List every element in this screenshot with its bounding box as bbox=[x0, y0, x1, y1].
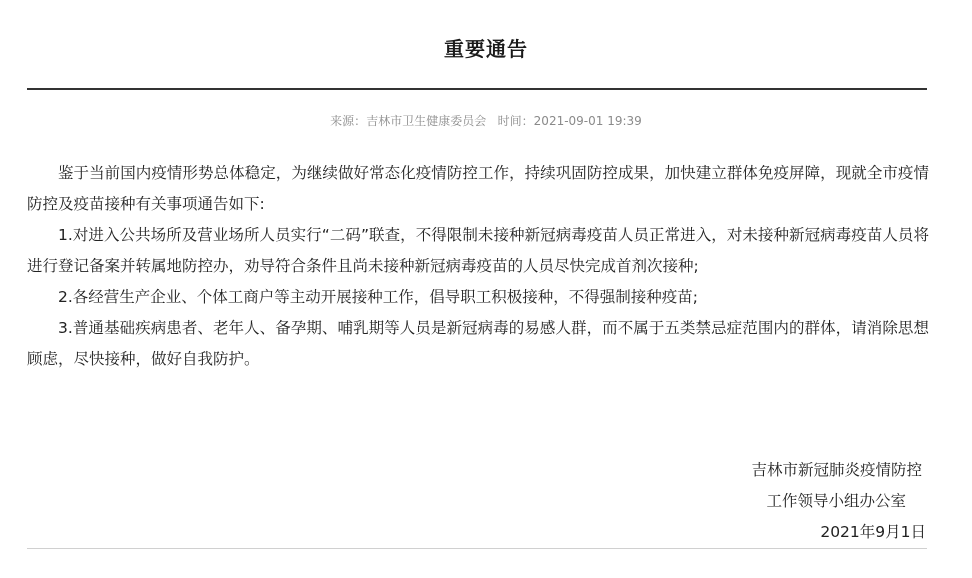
article-meta bbox=[0, 112, 972, 129]
page-title: 重要通告 bbox=[444, 37, 528, 61]
article-body bbox=[27, 158, 929, 375]
signature-org-line-2: 工作领导小组办公室 bbox=[766, 492, 906, 510]
item-paragraph-3: 3.普通基础疾病患者、老年人、备孕期、哺乳期等人员是新冠病毒的易感人群，而不属于五类禁忌症范围内的群体，请消除思想顾虑，尽快接种，做好自我防护。 bbox=[27, 319, 929, 368]
source-name: 吉林市卫生健康委员会 bbox=[366, 114, 487, 128]
publish-time: 2021-09-01 19:39 bbox=[533, 114, 642, 128]
intro-paragraph: 鉴于当前国内疫情形势总体稳定，为继续做好常态化疫情防控工作，持续巩固防控成果，加快建立群体免疫屏障，现就全市疫情防控及疫苗接种有关事项通告如下: bbox=[27, 164, 929, 213]
signature-date: 2021年9月1日 bbox=[820, 523, 926, 541]
item-paragraph-1: 1.对进入公共场所及营业场所人员实行“二码”联查，不得限制未接种新冠病毒疫苗人员正常进入，对未接种新冠病毒疫苗人员将进行登记备案并转属地防控办，劝导符合条件且尚未接种新冠病毒疫苗的人员尽快完成首剂次接种; bbox=[27, 226, 929, 275]
time-label: 时间： bbox=[497, 114, 534, 128]
source-label: 来源： bbox=[330, 114, 367, 128]
bottom-divider bbox=[27, 548, 927, 549]
signature-block bbox=[751, 455, 926, 548]
title-divider bbox=[27, 88, 927, 90]
signature-org-line-1: 吉林市新冠肺炎疫情防控 bbox=[751, 461, 922, 479]
item-paragraph-2: 2.各经营生产企业、个体工商户等主动开展接种工作，倡导职工积极接种，不得强制接种疫苗; bbox=[58, 288, 699, 306]
